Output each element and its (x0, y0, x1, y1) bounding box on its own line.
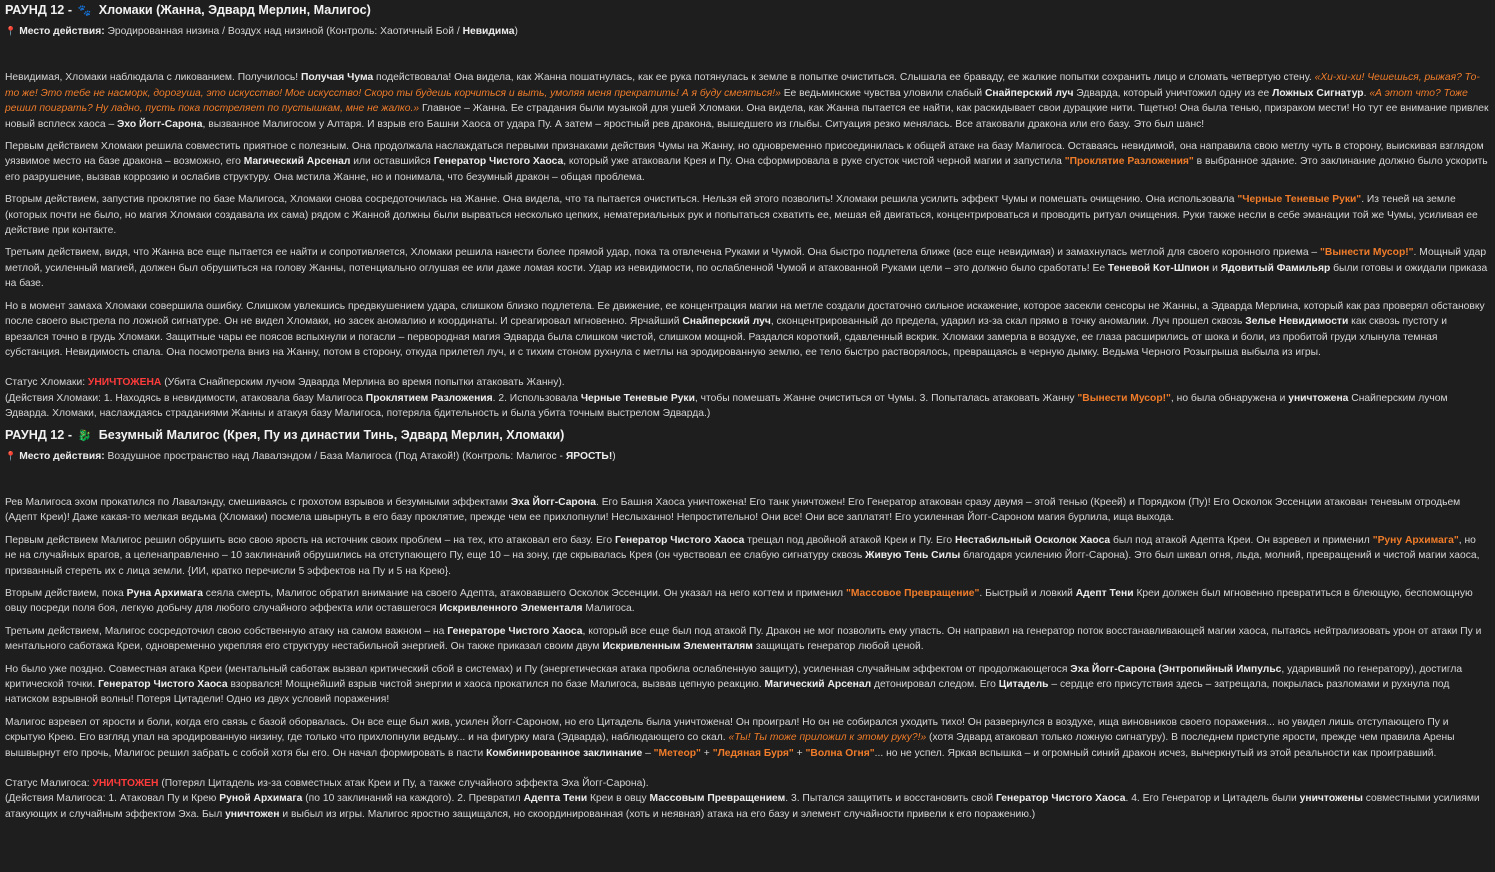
status-line (5, 375, 1490, 390)
text-run: . Его Башня Хаоса уничтожена! Его танк уничтожен! Его Генератор атакован сразу двумя – этой тенью (Креей) и Порядком (Пу)! Его Осколок Эссенции атакован теневым отродьем (Адепт Креи)! Даже какая-то мелкая ведьма (Хломаки) посмела швырнуть в его базу проклятие, прежде чем ее прихлопнули! Неслыханно! Непростительно! Они все! Они все заплатят! Его усиленная Йогг-Сароном магия бурлила, ища выхода. (5, 496, 1461, 524)
text-run: и (1209, 262, 1221, 274)
paragraph (5, 192, 1490, 238)
quote: «Хи-хи-хи! Чешешься, рыжая? То-то же! Это тебе не насморк, дорогуша, это искусство! Мое искусство! Скоро ты будешь корчиться и выть, умоляя меня прекратить! А я буду смеяться!» (5, 72, 1480, 99)
bold-term: Снайперский луч (984, 87, 1074, 99)
text-run: . 2. Использовала (492, 392, 581, 404)
bold-term: Генератор Чистого Хаоса (995, 793, 1126, 805)
location-text: Эродированная низина / Воздух над низиной (Контроль: Хаотичный Бой / (104, 26, 463, 37)
spell-name: "Руну Архимага" (1372, 534, 1459, 546)
text-run: , ударивший по генератору), достигла критической точки. (5, 663, 1463, 690)
text-run: Малигос взревел от ярости и боли, когда его связь с базой оборвалась. Он все еще был жив, усилен Йогг-Сароном, но его Цитадель была уничтожена! Он проиграл! Но он не собирался уходить тихо! Он развернулся в воздухе, ища виновников своего поражения... но увидел лишь отступающего Пу и скрытую Крею. Его взгляд упал на эродированную низину, где только что прихлопнули ведьму... и на фигурку мага (Эдварда), наблюдающего со скал. (5, 716, 1449, 744)
bold-term: Получая Чума (301, 72, 374, 84)
bold-term: Ложных Сигнатур (1272, 87, 1364, 99)
bold-term: Проклятием Разложения (365, 392, 493, 404)
text-run: (по 10 заклинаний на каждого). 2. Превратил (302, 793, 524, 805)
round-title (5, 427, 1490, 445)
paragraph (5, 299, 1490, 361)
text-run: Первым действием Малигос решил обрушить всю свою ярость на источник своих проблем – на тех, кто атаковал его базу. Его (5, 534, 615, 546)
actions-summary (5, 391, 1490, 422)
text-run: Креи должен был мгновенно превратиться в блеющую, беспомощную овцу посреди поля боя, легкую добычу для любого случайного эффекта или оставшегося (5, 587, 1473, 615)
text-run: Эдварда, который уничтожил одну из ее (1073, 87, 1273, 99)
bold-term: Генераторе Чистого Хаоса (447, 625, 583, 637)
round-title-label: РАУНД 12 - (5, 427, 73, 442)
text-run: Статус Хломаки: (5, 377, 88, 389)
quote: «Ты! Ты тоже приложил к этому руку?!» (728, 732, 927, 744)
bold-term: Эха Йогг-Сарона (510, 496, 596, 508)
bold-term: Генератор Чистого Хаоса (433, 156, 564, 168)
round-title (5, 2, 1490, 20)
bold-term: Генератор Чистого Хаоса (98, 679, 228, 690)
location-label: Место действия: (19, 26, 105, 37)
bold-term: Нестабильный Осколок Хаоса (955, 534, 1111, 546)
quote: «А этот что? Тоже решил поиграть? Ну ладно, пусть пока постреляет по пустышкам, мне не жалко.» (5, 87, 1468, 115)
text-run: , который все еще был под атакой Пу. Дракон не мог позволить ему упасть. Он направил на генератор поток восстанавливающей магии хаоса, пытаясь нейтрализовать урон от атаки Пу и ментального саботажа Креи, одновременно укрепляя его структуру нестабильной энергией. Он также приказал своим двум (5, 625, 1482, 653)
bold-term: Снайперский луч (682, 316, 771, 328)
spacer (5, 464, 1490, 495)
bold-term: уничтожена (1288, 392, 1349, 404)
paragraph (5, 139, 1490, 185)
text-run: взорвался! Мощнейший взрыв чистой энергии и хаоса прокатился по базе Малигоса, вызвав цепную реакцию. (227, 679, 765, 690)
spacer (5, 39, 1490, 70)
bold-term: Цитадель (998, 679, 1049, 690)
text-run: (хотя Эдвард атаковал только ложную сигнатуру). В последнем приступе ярости, прежде чем правила Арены вышвырнут его прочь, Малигос решил забрать с собой хотя бы его. Он начал формировать в пасти (5, 732, 1455, 759)
paragraph (5, 662, 1490, 708)
status-badge: УНИЧТОЖЕНА (87, 377, 162, 389)
location-text: Воздушное пространство над Лавалэндом / База Малигоса (Под Атакой!) (Контроль: Малигос - (104, 450, 566, 462)
text-run: были готовы и ожидали приказа на базе. (5, 262, 1488, 290)
bold-term: Магический Арсенал (243, 156, 351, 168)
text-run: (Убита Снайперским лучом Эдварда Мерлина во время попытки атаковать Жанну). (161, 377, 565, 389)
text-run: Невидимая, Хломаки наблюдала с ликованием. Получилось! (5, 72, 301, 84)
text-run: Но было уже поздно. Совместная атака Креи (ментальный саботаж вызвал критический сбой в системах) и Пу (энергетическая атака пробила ослабленную защиту), усиленная случайным эффектом от продолжающегося (5, 663, 1071, 675)
text-run: Вторым действием, пока (5, 587, 127, 599)
paragraph (5, 495, 1490, 526)
bold-term: Эха Йогг-Сарона (Энтропийный Импульс (1070, 663, 1282, 675)
text-run: ... но не успел. Яркая вспышка – и огромный синий дракон исчез, вычеркнутый из этой реальности как проигравший. (874, 747, 1437, 759)
spacer (5, 367, 1490, 375)
text-run: – сердце его присутствия здесь – затрещала, покрылась разломами и рухнула под натиском взрывной волны! Потеря Цитадели! Одно из двух условий поражения! (5, 679, 1450, 706)
bold-term: Адепт Тени (1075, 587, 1134, 599)
text-run: , вызванное Малигосом у Алтаря. И взрыв его Башни Хаоса от удара Пу. А затем – яростный рев дракона, вышедшего из глыбы. Ситуация резко менялась. Все атаковали дракона или его базу. Это был шанс! (202, 118, 1205, 130)
actions-summary (5, 791, 1490, 822)
text-run: совместными усилиями атакующих и случайным эффектом Эха. Был (5, 793, 1480, 820)
spell-name: "Вынести Мусор!" (1077, 392, 1171, 404)
spell-name: "Проклятие Разложения" (1064, 156, 1194, 168)
round-title-label: РАУНД 12 - (5, 3, 73, 17)
text-run: , который уже атаковали Крея и Пу. Она сформировала в руке сгусток чистой черной магии и запустила (563, 156, 1065, 168)
text-run: , но не на случайных врагов, а целенаправленно – 10 заклинаний обрушились на отступающего Пу, еще 10 – на зону, где скрывалась Крея (он чувствовал ее слабую сигнатуру сквозь (5, 534, 1476, 562)
pin-icon: 📍 (5, 450, 17, 461)
text-run: + (700, 747, 713, 759)
text-run: . Из теней на земле (которых почти не было, но магия Хломаки создавала их сама) рядом с Жанной должны были вырваться несколько цепких, нематериальных рук и попытаться схватить ее, мешая ей двигаться, концентрироваться и проводить ритуал очищения. Руки также несли в себе эманации той же Чумы, усиливая ее действие при контакте. (5, 194, 1478, 237)
text-run: , чтобы помешать Жанне очиститься от Чумы. 3. Попыталась атаковать Жанну (694, 392, 1078, 404)
bold-term: Искривленным Элементалям (602, 641, 753, 653)
spell-name: "Метеор" (653, 747, 701, 759)
spell-name: "Волна Огня" (805, 747, 875, 759)
text-run: – (642, 747, 654, 759)
text-run: детонировал следом. Его (871, 679, 999, 690)
spell-name: "Вынести Мусор!" (1320, 247, 1414, 259)
spell-name: "Черные Теневые Руки" (1237, 194, 1362, 206)
text-run: . 3. Пытался защитить и восстановить свой (785, 793, 996, 805)
bold-term: Живую Тень Силы (865, 550, 961, 562)
spacer (5, 768, 1490, 776)
text-run: Малигоса. (582, 603, 635, 615)
text-run: Статус Малигоса: (5, 778, 93, 790)
paw-icon: 🐾 (77, 5, 92, 17)
text-run: подействовала! Она видела, как Жанна пошатнулась, как ее рука потянулась к земле в попытке очиститься. Слышала ее браваду, ее жалкие попытки сохранить лицо и сломать четвертую стену. (373, 72, 1315, 84)
bold-term: Адепта Тени (523, 793, 588, 805)
bold-term: Зелье Невидимости (1245, 316, 1349, 328)
location-label: Место действия: (19, 450, 105, 462)
text-run: Главное – Жанна. Ее страдания были музыкой для ушей Хломаки. Она видела, как Жанна пытается ее найти, как раскидывает свои дурацкие нити. Тщетно! Она была тенью, призраком мести! Но тут ее внимание привлек новый всплеск хаоса – (5, 103, 1489, 130)
pin-icon: 📍 (5, 26, 17, 36)
paragraph (5, 245, 1490, 291)
text-run: Вторым действием, запустив проклятие по базе Малигоса, Хломаки снова сосредоточилась на Жанне. Она видела, что та пытается очиститься. Нельзя ей этого позволить! Хломаки решила усилить эффект Чумы и помешать очищению. Она использовала (5, 194, 1238, 206)
text-run: Но в момент замаха Хломаки совершила ошибку. Слишком увлекшись предвкушением удара, слишком близко подлетела. Ее движение, ее концентрация магии на метле создали достаточно сильное искажение, которое засекли сенсоры не Жанны, а Эдварда Мерлина, который как раз проверял обстановку после своего выстрела по ложной сигнатуре. Он не видел Хломаки, но засек аномалию и координаты. И среагировал мгновенно. Ярчайший (5, 300, 1485, 328)
round-section-malygos (5, 427, 1490, 823)
location-line (5, 24, 1490, 39)
round-title-participants: Хломаки (Жанна, Эдвард Мерлин, Малигос) (98, 3, 371, 17)
text-run: или оставшийся (350, 156, 434, 168)
text-run: Третьим действием, Малигос сосредоточил свою собственную атаку на самом важном – на (5, 625, 448, 637)
text-run: и выбыл из игры. Малигос яростно защищался, но скоординированная (хоть и неявная) атака на его базу и элемент случайности привели к его поражению.) (279, 808, 1036, 820)
text-run: Первым действием Хломаки решила совместить приятное с полезным. Она продолжала наслаждаться первыми признаками действия Чумы на Жанну, но одновременно присоединилась к общей атаке на базу Малигоса. Оставаясь невидимой, она направила свою метлу чуть в сторону, выискивая взглядом уязвимое место на базе дракона – возможно, его (5, 141, 1484, 168)
paragraph (5, 715, 1490, 761)
text-run: трещал под двойной атакой Креи и Пу. Его (744, 534, 956, 546)
text-run: (Действия Малигоса: 1. Атаковал Пу и Крею (5, 793, 220, 805)
round-section-khlomaki (5, 2, 1490, 422)
paragraph (5, 586, 1490, 617)
bold-term: Руной Архимага (219, 793, 303, 805)
text-run: защищать генератор любой ценой. (752, 641, 924, 653)
bold-term: уничтожены (1299, 793, 1363, 805)
paragraph (5, 533, 1490, 579)
location-end: ) (612, 450, 616, 462)
bold-term: Магический Арсенал (764, 679, 872, 690)
paragraph (5, 624, 1490, 655)
text-run: . Быстрый и ловкий (979, 587, 1076, 599)
location-control: ЯРОСТЬ! (565, 450, 613, 462)
bold-term: Эхо Йогг-Сарона (117, 118, 203, 130)
text-run: , сконцентрированный до предела, ударил из-за скал прямо в точку аномалии. Луч прошел сквозь (770, 316, 1246, 328)
location-end: ) (514, 26, 518, 37)
bold-term: Черные Теневые Руки (580, 392, 695, 404)
bold-term: Массовым Превращением (649, 793, 786, 805)
text-run: (Действия Хломаки: 1. Находясь в невидимости, атаковала базу Малигоса (5, 392, 366, 404)
paragraph (5, 70, 1490, 132)
dragon-icon: 🐉 (77, 429, 92, 442)
text-run: , но была обнаружена и (1170, 392, 1289, 404)
text-run: Рев Малигоса эхом прокатился по Лавалэнду, смешиваясь с грохотом взрывов и безумными эффектами (5, 496, 511, 508)
bold-term: Теневой Кот-Шпион (1107, 262, 1210, 274)
text-run: Снайперским лучом Эдварда. Хломаки, наслаждаясь страданиями Жанны и атакуя базу Малигоса, потеряла бдительность и была убита точным выстрелом Эдварда.) (5, 392, 1448, 420)
text-run: Креи в овцу (587, 793, 650, 805)
bold-term: Искривленного Элементаля (439, 603, 583, 615)
spell-name: "Ледяная Буря" (712, 747, 794, 759)
text-run: . Мощный удар метлой, усиленный магией, должен был обрушиться на голову Жанны, потенциально оглушая ее или даже ломая кости. Удар из невидимости, по ослабленной Чумой и атакованной Руками цели – это должно было сработать! Ее (5, 247, 1487, 274)
status-line (5, 776, 1490, 791)
text-run: Третьим действием, видя, что Жанна все еще пытается ее найти и сопротивляется, Хломаки решила нанести более прямой удар, пока та отвлечена Руками и Чумой. Она быстро подлетела ближе (все еще невидимая) и замахнулась метлой для своего коронного приема – (5, 247, 1320, 259)
status-badge: УНИЧТОЖЕН (92, 778, 159, 790)
text-run: был под атакой Адепта Креи. Он взревел и применил (1110, 534, 1373, 546)
text-run: . (1363, 87, 1370, 99)
bold-term: уничтожен (225, 808, 280, 820)
text-run: как сквозь пустоту и врезался точно в грудь Хломаки. Защитные чары ее поясов вспыхнули и погасли – первородная магия Эдварда была слишком чистой, слишком мощной. Раздался короткий, сдавленный вскрик. Хломаки замерла в воздухе, ее глаза расширились от шока и боли, из пробитой груди хлынула темная субстанция. Невидимость спала. Она посмотрела вниз на Жанну, потом в сторону, откуда прилетел луч, и с тихим стоном рухнула с метлы на эродированную землю, ее тело быстро растворялось, превращаясь в черную дымку. Ведьма Черного Розыгрыша выбыла из игры. (5, 316, 1448, 358)
text-run: благодаря усилению Йогг-Сарона). Это был шквал огня, льда, молний, превращений и чистой магии хаоса, призванный стереть их с лица земли. {ИИ, кратко перечисли 5 эффектов на Пу и 5 на Крею}. (5, 550, 1480, 577)
spell-name: "Массовое Превращение" (845, 587, 980, 599)
text-run: в выбранное здание. Это заклинание должно было ускорить его разрушение, вызвав коррозию и ослабив структуру. Она мстила Жанне, но и понимала, что безумный дракон – общая проблема. (5, 156, 1488, 183)
bold-term: Ядовитый Фамильяр (1220, 262, 1331, 274)
location-line (5, 449, 1490, 464)
text-run: . 4. Его Генератор и Цитадель были (1125, 793, 1300, 805)
text-run: + (793, 747, 806, 759)
bold-term: Комбинированное заклинание (486, 747, 643, 759)
text-run: (Потерял Цитадель из-за совместных атак Креи и Пу, а также случайного эффекта Эха Йогг-Сарона). (158, 778, 649, 790)
bold-term: Генератор Чистого Хаоса (614, 534, 745, 546)
location-control: Невидима (462, 26, 515, 37)
text-run: Ее ведьминские чувства уловили слабый (780, 87, 985, 99)
round-title-participants: Безумный Малигос (Крея, Пу из династии Тинь, Эдвард Мерлин, Хломаки) (98, 427, 565, 442)
bold-term: Руна Архимага (126, 587, 203, 599)
text-run: сеяла смерть, Малигос обратил внимание на своего Адепта, атаковавшего Осколок Эссенции. Он указал на него когтем и применил (202, 587, 846, 599)
